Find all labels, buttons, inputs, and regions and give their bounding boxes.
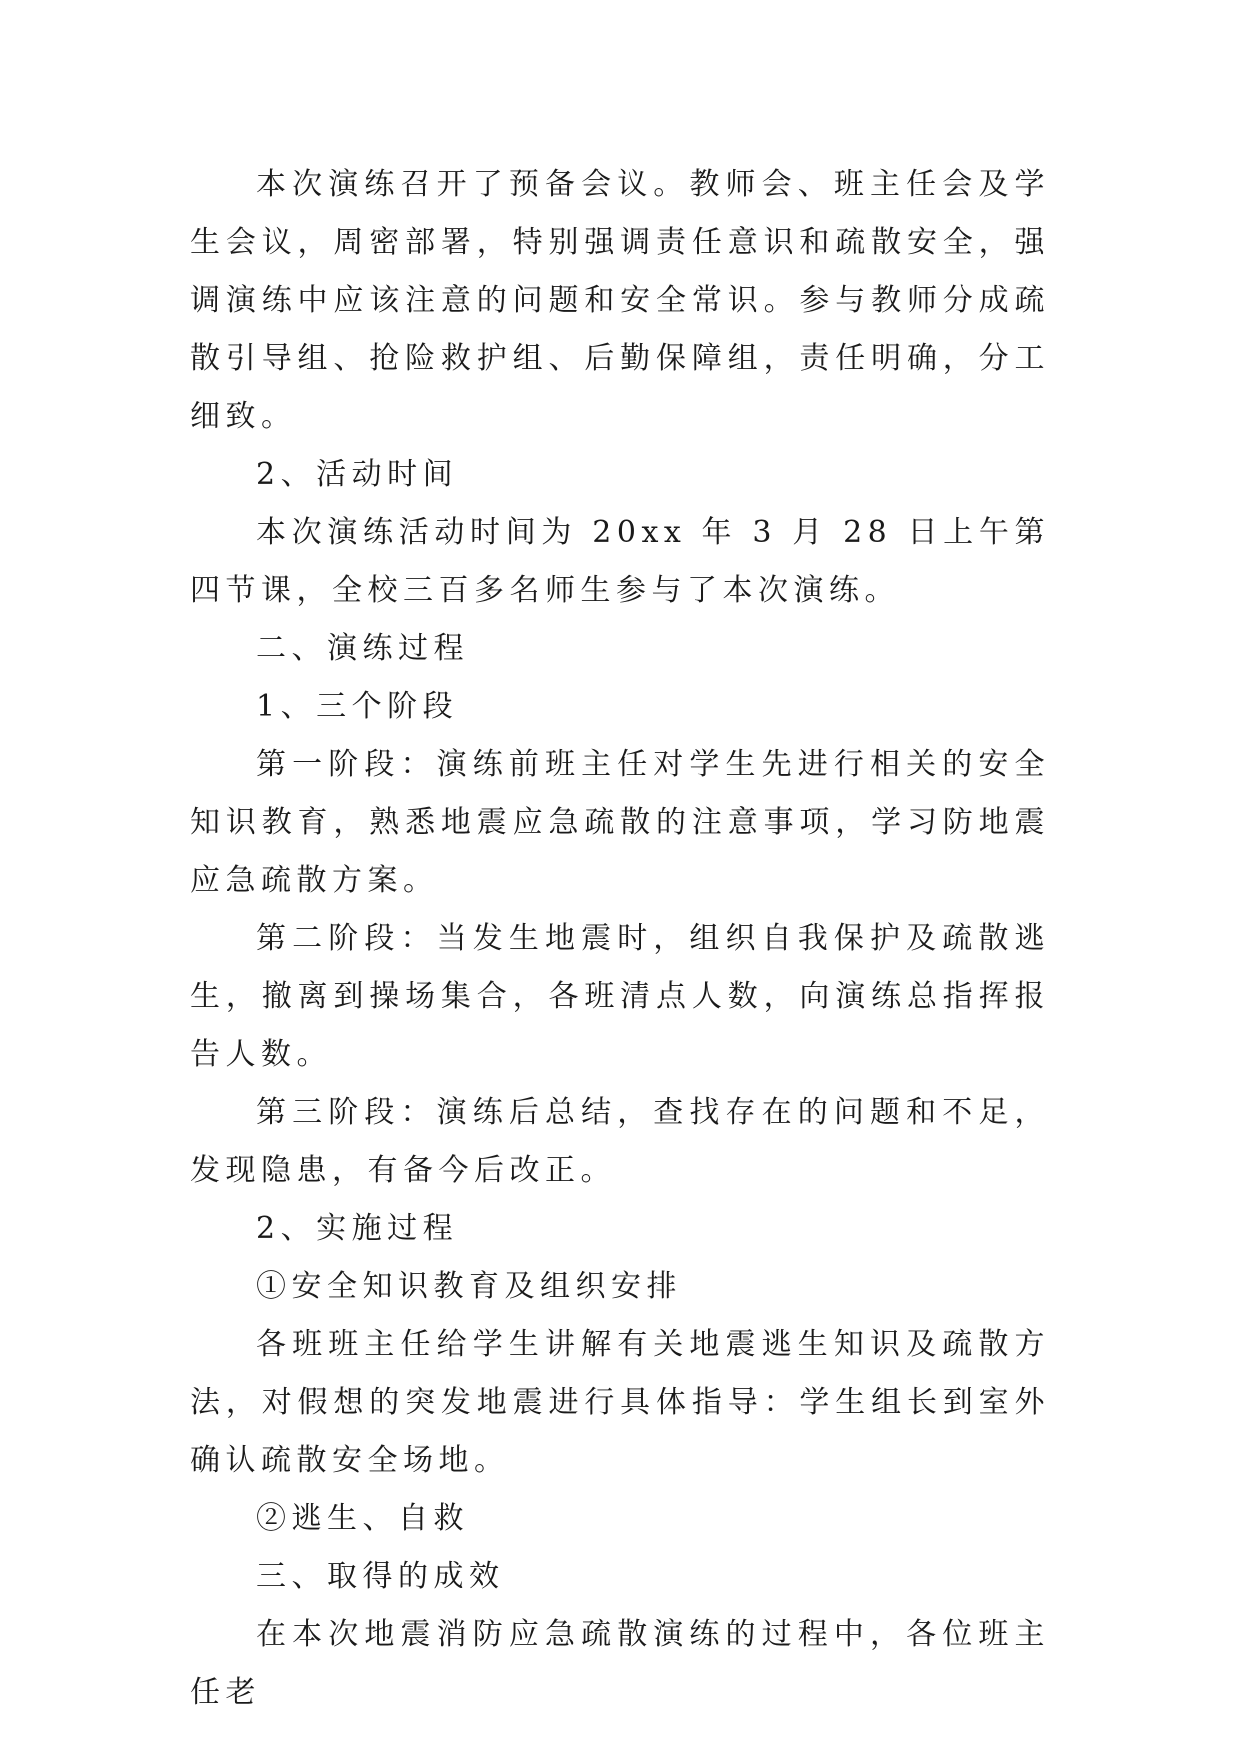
- paragraph-safety-education: 各班班主任给学生讲解有关地震逃生知识及疏散方法，对假想的突发地震进行具体指导：学生组长到室外确认疏散安全场地。: [190, 1327, 1050, 1478]
- heading-implementation: 2、实施过程: [256, 1211, 459, 1246]
- paragraph-preparation-meeting: 本次演练召开了预备会议。教师会、班主任会及学生会议，周密部署，特别强调责任意识和疏散安全，强调演练中应该注意的问题和安全常识。参与教师分成疏散引导组、抢险救护组、后勤保障组，责任明确，分工细致。: [190, 167, 1050, 434]
- heading-activity-time: 2、活动时间: [256, 457, 459, 492]
- document-body: [190, 156, 1050, 1722]
- heading-results: 三、取得的成效: [256, 1559, 505, 1594]
- paragraph-activity-time: 本次演练活动时间为 20xx 年 3 月 28 日上午第四节课，全校三百多名师生参与了本次演练。: [190, 515, 1050, 608]
- heading-three-stages: 1、三个阶段: [256, 689, 459, 724]
- paragraph-results: 在本次地震消防应急疏散演练的过程中，各位班主任老: [190, 1617, 1050, 1710]
- heading-escape-self-rescue: ②逃生、自救: [256, 1501, 469, 1536]
- heading-safety-education: ①安全知识教育及组织安排: [256, 1269, 682, 1304]
- paragraph-stage-two: 第二阶段：当发生地震时，组织自我保护及疏散逃生，撤离到操场集合，各班清点人数，向演练总指挥报告人数。: [190, 921, 1050, 1072]
- paragraph-stage-one: 第一阶段：演练前班主任对学生先进行相关的安全知识教育，熟悉地震应急疏散的注意事项，学习防地震应急疏散方案。: [190, 747, 1050, 898]
- heading-drill-process: 二、演练过程: [256, 631, 469, 666]
- paragraph-stage-three: 第三阶段：演练后总结，查找存在的问题和不足，发现隐患，有备今后改正。: [190, 1095, 1050, 1188]
